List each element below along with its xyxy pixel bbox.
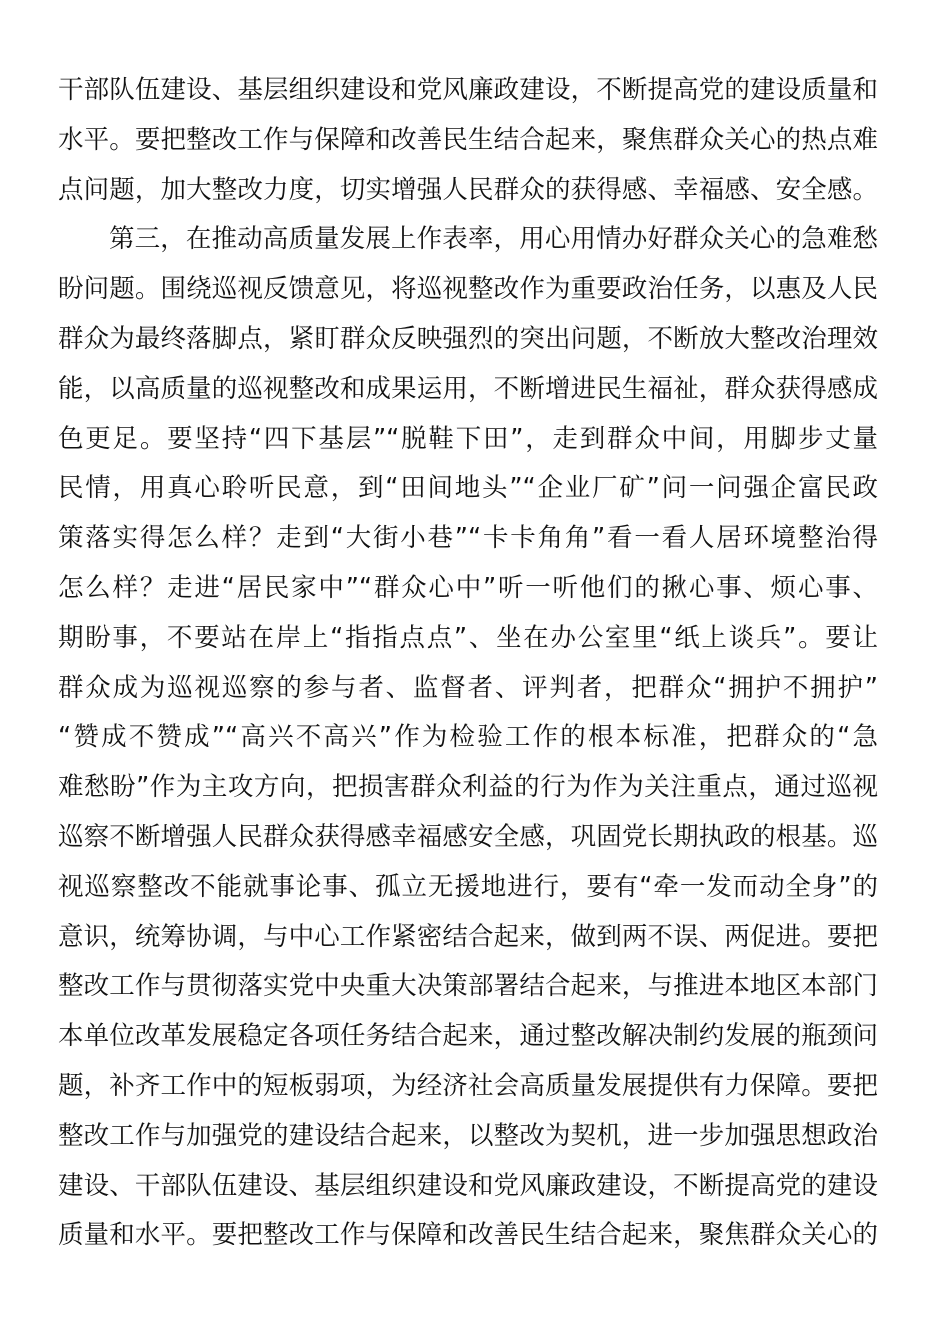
text-line: “赞成不赞成”“高兴不高兴”作为检验工作的根本标准，把群众的“急 bbox=[58, 722, 878, 753]
text-line: 盼问题。围绕巡视反馈意见，将巡视整改作为重要政治任务，以惠及人民 bbox=[58, 274, 878, 305]
text-line: 题，补齐工作中的短板弱项，为经济社会高质量发展提供有力保障。要把 bbox=[58, 1070, 878, 1101]
text-line: 策落实得怎么样？走到“大街小巷”“卡卡角角”看一看人居环境整治得 bbox=[58, 523, 878, 554]
text-line: 难愁盼”作为主攻方向，把损害群众利益的行为作为关注重点，通过巡视 bbox=[58, 772, 878, 803]
text-line: 点问题，加大整改力度，切实增强人民群众的获得感、幸福感、安全感。 bbox=[58, 174, 878, 205]
text-line: 建设、干部队伍建设、基层组织建设和党风廉政建设，不断提高党的建设 bbox=[58, 1170, 878, 1201]
text-line: 意识，统筹协调，与中心工作紧密结合起来，做到两不误、两促进。要把 bbox=[58, 921, 878, 952]
text-line: 视巡察整改不能就事论事、孤立无援地进行，要有“牵一发而动全身”的 bbox=[58, 871, 878, 902]
text-line: 整改工作与贯彻落实党中央重大决策部署结合起来，与推进本地区本部门 bbox=[58, 971, 878, 1002]
text-line: 怎么样？走进“居民家中”“群众心中”听一听他们的揪心事、烦心事、 bbox=[58, 572, 878, 603]
text-line: 整改工作与加强党的建设结合起来，以整改为契机，进一步加强思想政治 bbox=[58, 1120, 878, 1151]
text-line: 群众为最终落脚点，紧盯群众反映强烈的突出问题，不断放大整改治理效 bbox=[58, 323, 878, 354]
text-line: 能，以高质量的巡视整改和成果运用，不断增进民生福祉，群众获得感成 bbox=[58, 373, 878, 404]
text-line: 民情，用真心聆听民意，到“田间地头”“企业厂矿”问一问强企富民政 bbox=[58, 473, 878, 504]
text-line: 巡察不断增强人民群众获得感幸福感安全感，巩固党长期执政的根基。巡 bbox=[58, 821, 878, 852]
text-line: 群众成为巡视巡察的参与者、监督者、评判者，把群众“拥护不拥护” bbox=[58, 672, 878, 703]
paragraph-start-line: 第三，在推动高质量发展上作表率，用心用情办好群众关心的急难愁 bbox=[109, 224, 878, 255]
text-line: 水平。要把整改工作与保障和改善民生结合起来，聚焦群众关心的热点难 bbox=[58, 124, 878, 155]
text-line: 色更足。要坚持“四下基层”“脱鞋下田”，走到群众中间，用脚步丈量 bbox=[58, 423, 878, 454]
text-line: 干部队伍建设、基层组织建设和党风廉政建设，不断提高党的建设质量和 bbox=[58, 75, 878, 105]
text-line: 质量和水平。要把整改工作与保障和改善民生结合起来，聚焦群众关心的 bbox=[58, 1220, 878, 1251]
text-line: 本单位改革发展稳定各项任务结合起来，通过整改解决制约发展的瓶颈问 bbox=[58, 1021, 878, 1052]
body-text bbox=[58, 66, 878, 1261]
text-line: 期盼事，不要站在岸上“指指点点”、坐在办公室里“纸上谈兵”。要让 bbox=[58, 622, 878, 653]
